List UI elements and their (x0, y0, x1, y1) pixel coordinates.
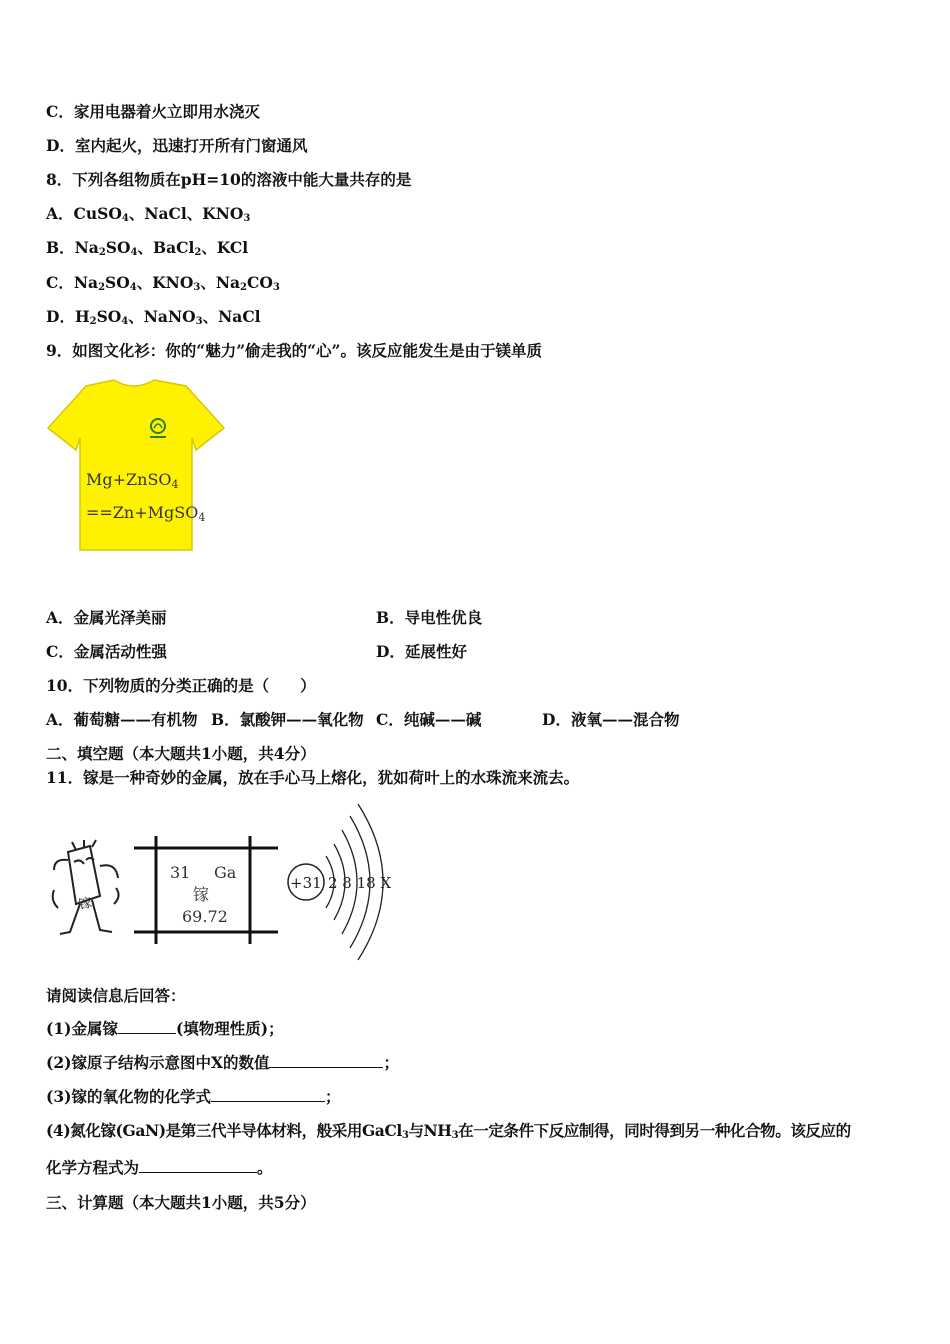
element-symbol: Ga (214, 863, 237, 882)
q11-stem: 11．镓是一种奇妙的金属，放在手心马上熔化，犹如荷叶上的水珠流来流去。 (46, 768, 580, 787)
gallium-figure (46, 800, 406, 964)
q10-option-b: B．氯酸钾——氧化物 (211, 710, 364, 729)
tshirt-shape (48, 380, 224, 550)
cartoon-label: 镓 (77, 895, 94, 913)
q7-option-c: C．家用电器着火立即用水浇灭 (46, 102, 260, 121)
q10-stem: 10．下列物质的分类正确的是（ ） (46, 676, 316, 695)
q8-stem: 8．下列各组物质在pH=10的溶液中能大量共存的是 (46, 170, 412, 189)
q8-option-c: C．$Na_2SO_4$、$KNO_3$、$Na_2CO_3$ (46, 273, 280, 293)
q10-option-a: A．葡萄糖——有机物 (46, 710, 198, 729)
atomic-mass: 69.72 (182, 907, 228, 926)
answer-blank-2[interactable] (269, 1053, 383, 1068)
element-name: 镓 (193, 885, 210, 904)
q9-option-c: C．金属活动性强 (46, 642, 167, 661)
q10-option-c: C．纯碱——碱 (376, 710, 482, 729)
answer-blank-1[interactable] (118, 1019, 176, 1034)
shirt-equation-line1: Mg+ZnSO4 (86, 470, 179, 491)
q11-sub4-line2: 化学方程式为 。 (46, 1158, 273, 1177)
q9-option-b: B．导电性优良 (376, 608, 483, 627)
q11-prompt: 请阅读信息后回答： (46, 986, 186, 1005)
answer-blank-4[interactable] (139, 1158, 257, 1173)
q8-option-a: A．CuSO$_4$、NaCl、$KNO_3$ (46, 204, 251, 224)
shell-electrons: 2 8 18 X (328, 874, 392, 892)
q11-sub4: (4)氮化镓(GaN)是第三代半导体材料，般采用GaCl$_3$与$NH_3$在一定条件下反应制得，同时得到另一种化合物。该反应的 (46, 1121, 851, 1141)
q8-option-b: B．$Na_2SO_4$、BaCl$_2$、KCl (46, 238, 249, 258)
atomic-number: 31 (170, 863, 191, 882)
q7-option-d: D．室内起火，迅速打开所有门窗通风 (46, 136, 308, 155)
q8-option-d: D．$H_2SO_4$、NaNO$_3$、NaCl (46, 307, 261, 327)
answer-blank-3[interactable] (211, 1087, 325, 1102)
section-2-heading: 二、填空题（本大题共1小题，共4分） (46, 744, 316, 763)
q11-sub1: (1)金属镓 (填物理性质)； (46, 1019, 284, 1038)
shirt-equation-line2: ==Zn+MgSO4 (86, 503, 206, 524)
q10-option-d: D．液氧——混合物 (542, 710, 680, 729)
nucleus-charge: +31 (290, 874, 322, 892)
q9-option-d: D．延展性好 (376, 642, 467, 661)
tshirt-figure (46, 378, 226, 554)
q11-sub2: (2)镓原子结构示意图中X的数值 ； (46, 1053, 399, 1072)
q9-option-a: A．金属光泽美丽 (46, 608, 167, 627)
q9-stem: 9．如图文化衫：你的“魅力”偷走我的“心”。该反应能发生是由于镁单质 (46, 341, 542, 360)
gallium-cartoon (53, 840, 119, 934)
q11-sub3: (3)镓的氧化物的化学式 ； (46, 1087, 341, 1106)
section-3-heading: 三、计算题（本大题共1小题，共5分） (46, 1193, 316, 1212)
